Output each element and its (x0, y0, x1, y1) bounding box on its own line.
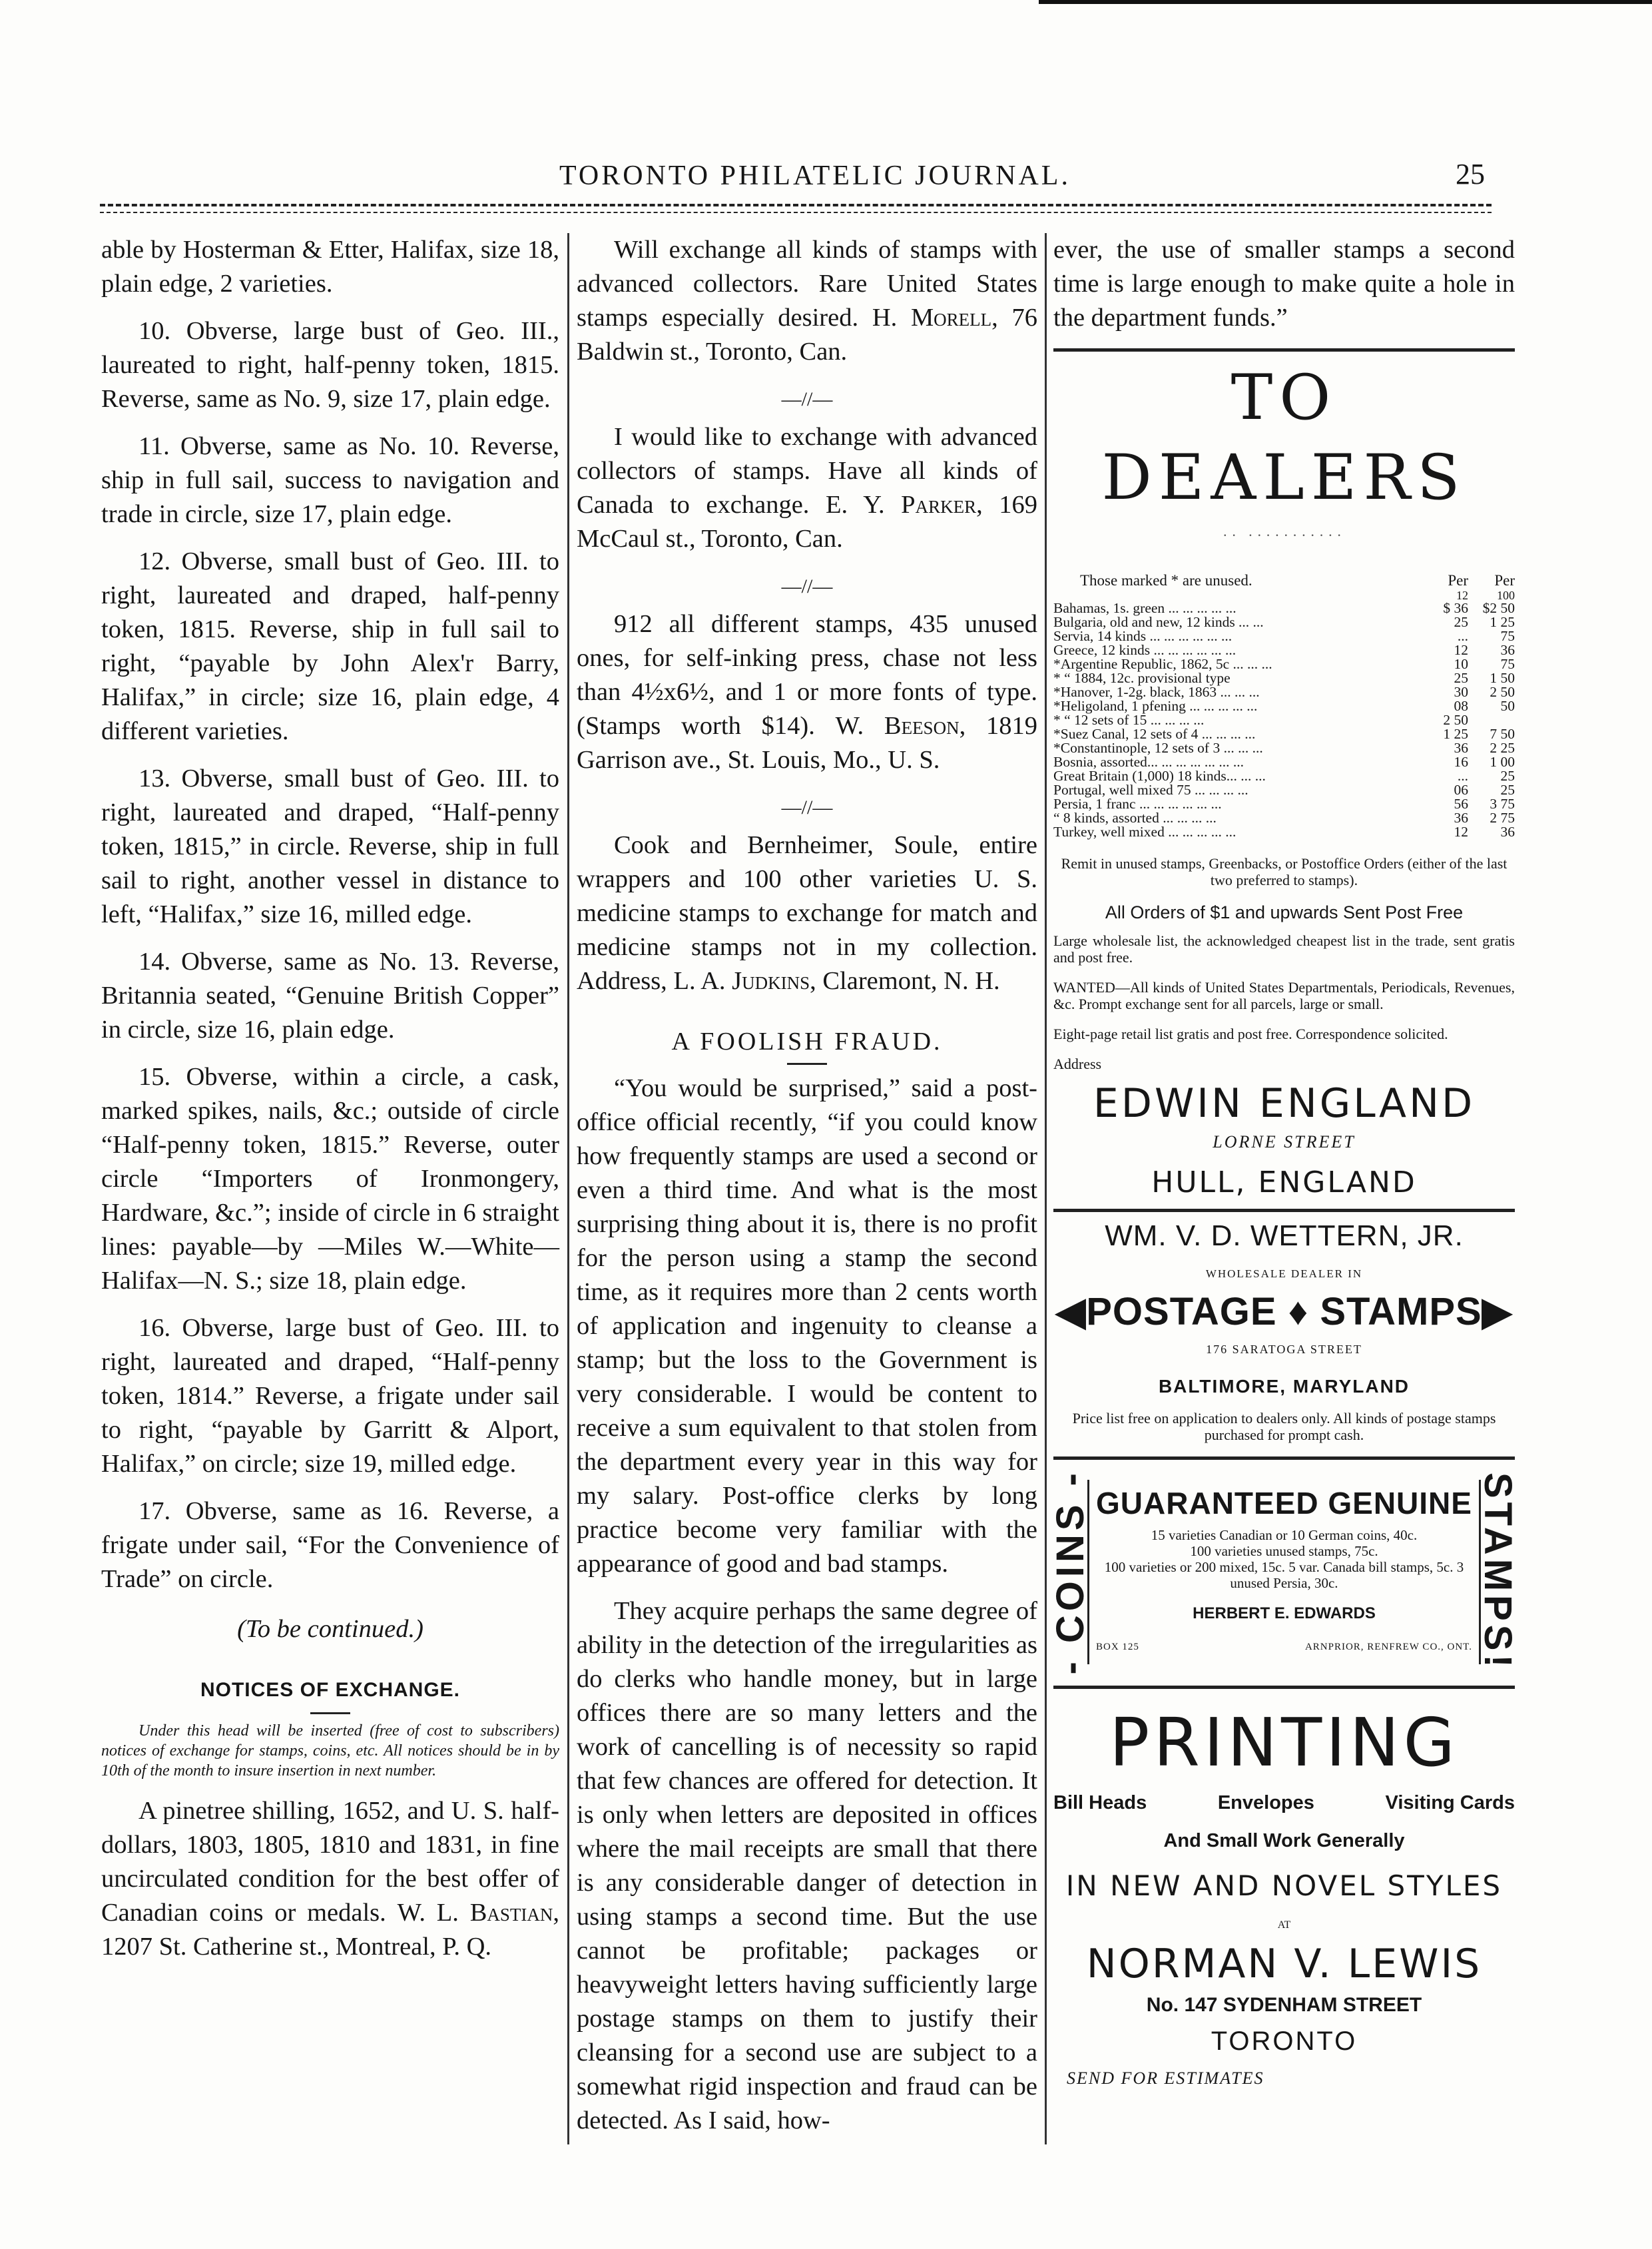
wanted-note: WANTED—All kinds of United States Departmentals, Periodicals, Revenues, &c. Prompt exchange sent for all parcels, large or small. (1053, 979, 1515, 1012)
paragraph: 16. Obverse, large bust of Geo. III. to right, laureated and draped, “Half-penny token, 1814.” Reverse, a frigate under sail to right, “payable by Garritt & Alport, Halifax,” on circle; size 19, milled edge. (101, 1314, 559, 1478)
price-per-100: 25 (1500, 782, 1515, 798)
item-name: Servia, 14 kinds ... ... ... ... ... ... (1053, 628, 1233, 644)
notice-signature: W. L. Bastian, (397, 1899, 560, 1927)
table-row (1053, 657, 1515, 671)
table-note: Those marked * are unused. (1080, 572, 1252, 589)
price-per-12: 10 (1454, 656, 1468, 672)
price-per-12: 25 (1454, 670, 1468, 686)
item-name: Great Britain (1,000) 18 kinds... ... ... (1053, 768, 1266, 784)
offer-line: 15 varieties Canadian or 10 German coins, 40c. (1151, 1526, 1418, 1543)
header-rule-secondary (100, 212, 1492, 213)
notice-address: Claremont, N. H. (822, 967, 1000, 995)
notice-text: Will exchange all kinds of stamps with advanced collectors. Rare United States stamps especially desired. (577, 236, 1037, 332)
service-item: Visiting Cards (1385, 1791, 1515, 1813)
price-per-100: 1 25 (1490, 614, 1515, 630)
notices-subtitle: Under this head will be inserted (free of cost to subscribers) notices of exchange for stamps, coins, etc. All notices should be in by 10th of the month to insure insertion in next number. (101, 1722, 559, 1779)
guarantee-title: GUARANTEED GENUINE (1096, 1485, 1472, 1520)
table-row (1053, 741, 1515, 755)
price-per-12: 12 (1454, 642, 1468, 658)
price-per-12: 16 (1454, 754, 1468, 770)
price-per-100: 36 (1500, 824, 1515, 840)
paragraph: 13. Obverse, small bust of Geo. III. to right, laureated and draped, “Half-penny token, 1815,” in circle. Reverse, ship in full sail to right, another vessel in distance to left, “Halifax,” size 16, milled edge. (101, 765, 559, 928)
price-per-12: $ 36 (1443, 600, 1468, 616)
page-number: 25 (1456, 158, 1485, 190)
price-per-100: 2 25 (1490, 740, 1515, 756)
column-qty: 12 (1456, 589, 1468, 602)
advertiser-city: BALTIMORE, MARYLAND (1158, 1376, 1410, 1397)
price-per-100: 36 (1500, 642, 1515, 658)
service-item: Bill Heads (1053, 1791, 1147, 1813)
item-name: Portugal, well mixed 75 ... ... ... ... (1053, 782, 1248, 798)
paragraph: 10. Obverse, large bust of Geo. III., laureated to right, half-penny token, 1815. Reverse, same as No. 9, size 17, plain edge. (101, 317, 559, 413)
remit-note: Remit in unused stamps, Greenbacks, or Postoffice Orders (either of the last two preferred to stamps). (1061, 855, 1508, 888)
price-per-100: 75 (1500, 656, 1515, 672)
price-per-100: 50 (1500, 698, 1515, 714)
stamps-vertical-label: STAMPS! (1476, 1472, 1519, 1672)
at-label: AT (1277, 1919, 1291, 1931)
item-name: Greece, 12 kinds ... ... ... ... ... ... (1053, 642, 1237, 658)
address-line (1096, 1630, 1472, 1664)
column-rule (1045, 233, 1047, 2144)
advertiser-street: LORNE STREET (1213, 1132, 1356, 1151)
item-name: Turkey, well mixed ... ... ... ... ... (1053, 824, 1237, 840)
guarantee-box (1087, 1480, 1481, 1664)
price-per-12: 08 (1454, 698, 1468, 714)
table-row (1053, 699, 1515, 713)
advertiser-city: ARNPRIOR, RENFREW CO., ONT. (1304, 1641, 1472, 1652)
notice-signature: W. Beeson, (835, 712, 966, 740)
table-row (1053, 685, 1515, 699)
separator: —//— (781, 575, 833, 597)
price-per-100: 2 75 (1490, 810, 1515, 826)
coins-stamps-ad (1049, 1469, 1519, 1675)
column-header: Per (1448, 572, 1468, 589)
exchange-notice (577, 607, 1037, 777)
price-per-12: 36 (1454, 810, 1468, 826)
price-per-100: $2 50 (1482, 600, 1515, 616)
table-row (1053, 797, 1515, 811)
paragraph: 14. Obverse, same as No. 13. Reverse, Britannia seated, “Genuine British Copper” in circle, size 16, plain edge. (101, 948, 559, 1044)
price-per-12: 36 (1454, 740, 1468, 756)
paragraph: 11. Obverse, same as No. 10. Reverse, ship in full sail, success to navigation and trade in circle, size 17, plain edge. (101, 432, 559, 528)
advertiser-name: EDWIN ENGLAND (1093, 1080, 1476, 1127)
ornament-dots: ·· ··········· (1223, 527, 1346, 543)
table-row (1053, 727, 1515, 741)
send-for-estimates: SEND FOR ESTIMATES (1067, 2068, 1264, 2088)
item-name: Bulgaria, old and new, 12 kinds ... ... (1053, 614, 1264, 630)
divider (787, 1063, 827, 1065)
price-per-100: 3 75 (1490, 796, 1515, 812)
price-list-note: Price list free on application to dealers only. All kinds of postage stamps purchased for prompt cash. (1072, 1410, 1496, 1443)
price-per-100: 2 50 (1490, 684, 1515, 700)
notice-address: 76 Baldwin st., Toronto, Can. (577, 304, 1038, 366)
notices-heading: NOTICES OF EXCHANGE. (200, 1679, 461, 1701)
page-header (100, 155, 1485, 194)
notice-text: Cook and Bernheimer, Soule, entire wrappers and 100 other varieties U. S. medicine stamps to exchange for match and medicine stamps not in my collection. Address, (577, 831, 1037, 995)
item-name: *Constantinople, 12 sets of 3 ... ... ... (1053, 740, 1263, 756)
header-rule (100, 204, 1492, 206)
item-name: * “ 12 sets of 15 ... ... ... ... (1053, 712, 1205, 728)
price-per-100: 75 (1500, 628, 1515, 644)
item-name: *Suez Canal, 12 sets of 4 ... ... ... ... (1053, 726, 1256, 742)
to-be-continued: (To be continued.) (237, 1615, 423, 1643)
exchange-notice (577, 233, 1037, 369)
price-per-100: 1 00 (1490, 754, 1515, 770)
price-per-12: 06 (1454, 782, 1468, 798)
article-continuation: ever, the use of smaller stamps a second time is large enough to make quite a hole in the department funds.” (1053, 236, 1515, 332)
notice-signature: E. Y. Parker, (825, 491, 983, 519)
advertiser-street: No. 147 SYDENHAM STREET (1146, 1993, 1422, 2016)
printing-services (1053, 1786, 1515, 1820)
table-row (1053, 713, 1515, 727)
divider (1053, 1209, 1515, 1212)
price-table (1053, 601, 1515, 839)
price-per-100: 25 (1500, 768, 1515, 784)
exchange-notice (101, 1794, 559, 1964)
advertiser-name: WM. V. D. WETTERN, JR. (1105, 1219, 1464, 1252)
printing-title: PRINTING (1109, 1703, 1459, 1781)
article-heading: A FOOLISH FRAUD. (671, 1028, 943, 1056)
separator: —//— (781, 797, 833, 818)
item-name: * “ 1884, 12c. provisional type (1053, 670, 1231, 686)
item-name: Bosnia, assorted... ... ... ... ... ... ... (1053, 754, 1244, 770)
article-paragraph: They acquire perhaps the same degree of ability in the detection of the irregularities as do clerks who handle money, but in large offices there are so many letters and the work of cancelling is of necessity so rapid that few chances are offered for detection. It is only when letters are deposited in offices where the mail receipts are small that there is any considerable danger of detection in using stamps a second time. But the use cannot be profitable; packages or heavyweight letters having sufficiently large postage stamps on them to justify their cleansing for a second use are subject to a somewhat rigid inspection and fraud can be detected. As I said, how- (577, 1597, 1037, 2134)
price-per-12: 56 (1454, 796, 1468, 812)
exchange-notice (577, 828, 1037, 998)
notice-signature: L. A. Judkins, (673, 967, 816, 995)
address-label: Address (1053, 1056, 1102, 1072)
notice-signature: H. Morell, (872, 304, 998, 332)
table-row (1053, 601, 1515, 615)
price-per-100 (1468, 713, 1515, 727)
advertiser-name: NORMAN V. LEWIS (1086, 1940, 1482, 1987)
item-name: Persia, 1 franc ... ... ... ... ... ... (1053, 796, 1222, 812)
divider (1053, 1686, 1515, 1689)
divider (1053, 348, 1515, 352)
paragraph: 17. Obverse, same as 16. Reverse, a frigate under sail, “For the Convenience of Trade” on circle. (101, 1497, 559, 1593)
orders-note: All Orders of $1 and upwards Sent Post Free (1105, 902, 1464, 922)
paragraph: 12. Obverse, small bust of Geo. III. to right, laureated and draped, half-penny token, 1815. Reverse, ship in full sail to right, “payable by John Alex'r Barry, Halifax,” in circle; size 16, plain edge, 4 different varieties. (101, 547, 559, 745)
wholesale-dealer-label: WHOLESALE DEALER IN (1205, 1267, 1363, 1280)
top-edge-rule (1039, 0, 1652, 15)
price-per-12: 1 25 (1443, 726, 1468, 742)
offer-line: 100 varieties or 200 mixed, 15c. 5 var. Canada bill stamps, 5c. 3 unused Persia, 30c. (1104, 1558, 1464, 1591)
postage-stamps-title: ◀POSTAGE ♦ STAMPS▶ (1055, 1290, 1513, 1333)
dealers-title: TO DEALERS (1101, 362, 1467, 514)
column-left (101, 233, 559, 1977)
table-row (1053, 615, 1515, 629)
table-row (1053, 643, 1515, 657)
column-rule (567, 233, 569, 2144)
price-per-100: 1 50 (1490, 670, 1515, 686)
notice-address: 169 McCaul st., Toronto, Can. (577, 491, 1038, 553)
notice-text: A pinetree shilling, 1652, and U. S. half-dollars, 1803, 1805, 1810 and 1831, in fine uncirculated condition for the best offer of Canadian coins or medals. (101, 1797, 559, 1927)
column-qty: 100 (1497, 589, 1515, 602)
advertiser-city: HULL, ENGLAND (1151, 1165, 1417, 1199)
item-name: *Argentine Republic, 1862, 5c ... ... ... (1053, 656, 1272, 672)
offer-line: 100 varieties unused stamps, 75c. (1190, 1542, 1378, 1559)
column-header: Per (1494, 572, 1515, 589)
price-per-12: 30 (1454, 684, 1468, 700)
table-row (1053, 783, 1515, 797)
notice-address: 1207 St. Catherine st., Montreal, P. Q. (101, 1933, 492, 1961)
wholesale-note: Large wholesale list, the acknowledged cheapest list in the trade, sent gratis and post free. (1053, 932, 1515, 966)
box-number: BOX 125 (1096, 1641, 1139, 1652)
coins-vertical-label: - COINS - (1049, 1469, 1092, 1675)
price-per-12: 2 50 (1443, 712, 1468, 728)
table-row (1053, 671, 1515, 685)
notice-text: I would like to exchange with advanced collectors of stamps. Have all kinds of Canada to exchange. (577, 423, 1037, 519)
divider (310, 1712, 350, 1714)
paragraph: 15. Obverse, within a circle, a cask, marked spikes, nails, &c.; outside of circle “Half-penny token, 1815.” Reverse, outer circle “Importers of Ironmongery, Hardware, &c.”; inside of circle in 6 straight lines: payable—by —Miles W.—White—Halifax—N. S.; size 18, plain edge. (101, 1063, 559, 1295)
price-per-12: ... (1457, 628, 1468, 644)
divider (1053, 1456, 1515, 1460)
column-right (1049, 233, 1519, 2095)
price-per-12: 12 (1454, 824, 1468, 840)
price-per-12: 25 (1454, 614, 1468, 630)
item-name: Bahamas, 1s. green ... ... ... ... ... (1053, 600, 1237, 616)
paragraph: able by Hosterman & Etter, Halifax, size 18, plain edge, 2 varieties. (101, 236, 559, 298)
notice-text: 912 all different stamps, 435 unused ones, for self-inking press, chase not less than 4½x6½, and 1 or more fonts of type. (Stamps worth $14). (577, 610, 1037, 740)
styles-line: IN NEW AND NOVEL STYLES (1065, 1869, 1503, 1902)
item-name: *Hanover, 1-2g. black, 1863 ... ... ... (1053, 684, 1260, 700)
price-per-12: ... (1457, 768, 1468, 784)
table-row (1053, 811, 1515, 825)
item-name: *Heligoland, 1 pfening ... ... ... ... ... (1053, 698, 1258, 714)
eight-page-note: Eight-page retail list gratis and post free. Correspondence solicited. (1053, 1026, 1448, 1042)
advertiser-name: HERBERT E. EDWARDS (1193, 1604, 1376, 1622)
article-paragraph: “You would be surprised,” said a post-office official recently, “if you could know how frequently stamps are used a second or even a third time. And what is the most surprising thing about it is, there is no profit for the person using a stamp the second time, as it requires more than 2 cents worth of application and ingenuity to cleanse a stamp; but the loss to the Government is very considerable. I would be content to receive a sum equivalent to that stolen from the department every year in this way for my salary. Post-office clerks by long practice become very familiar with the appearance of good and bad stamps. (577, 1074, 1037, 1578)
table-row (1053, 755, 1515, 769)
separator: —//— (781, 388, 833, 410)
table-row (1053, 629, 1515, 643)
item-name: “ 8 kinds, assorted ... ... ... ... (1053, 810, 1217, 826)
service-summary: And Small Work Generally (1163, 1829, 1405, 1851)
running-title: TORONTO PHILATELIC JOURNAL. (559, 161, 1071, 191)
price-table-header (1053, 572, 1515, 589)
advertiser-city: TORONTO (1211, 2026, 1358, 2056)
table-row (1053, 769, 1515, 783)
notice-address: 1819 Garrison ave., St. Louis, Mo., U. S. (577, 712, 1038, 774)
table-row (1053, 825, 1515, 839)
exchange-notice (577, 420, 1037, 556)
column-middle (577, 233, 1037, 2151)
service-item: Envelopes (1217, 1791, 1314, 1813)
advertiser-street: 176 SARATOGA STREET (1206, 1343, 1362, 1356)
price-per-100: 7 50 (1490, 726, 1515, 742)
